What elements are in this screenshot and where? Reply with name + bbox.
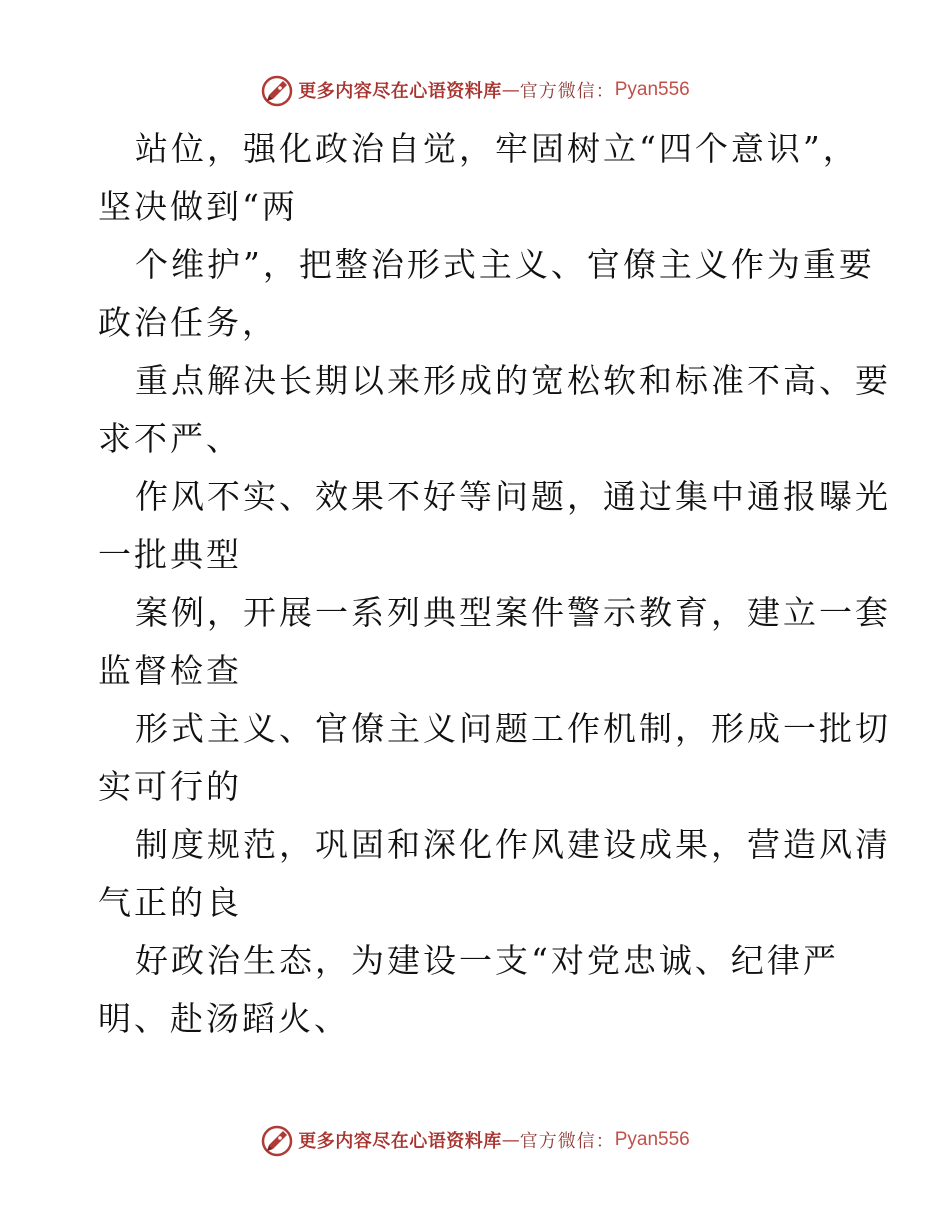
paragraph-6-continuation: 实可行的 xyxy=(98,767,242,806)
document-body xyxy=(98,120,891,1048)
paragraph-5-first-line: 案例，开展一系列典型案件警示教育，建立一套 xyxy=(135,593,891,632)
paragraph-2 xyxy=(98,236,875,352)
footer-watermark xyxy=(0,1120,950,1160)
watermark-dash: — xyxy=(501,1129,520,1151)
paragraph-8 xyxy=(98,932,858,1048)
paragraph-7-first-line: 制度规范，巩固和深化作风建设成果，营造风清 xyxy=(135,825,891,864)
watermark-dash: — xyxy=(501,79,520,101)
paragraph-7 xyxy=(98,816,891,932)
watermark-wechat-id: Pyan556 xyxy=(614,1129,690,1150)
paragraph-1-continuation: 坚决做到“两 xyxy=(98,187,298,226)
paragraph-2-continuation: 政治任务， xyxy=(98,303,278,342)
paragraph-6 xyxy=(98,700,891,816)
paragraph-6-first-line: 形式主义、官僚主义问题工作机制，形成一批切 xyxy=(135,709,891,748)
paragraph-8-continuation: 明、赴汤蹈火、 xyxy=(98,999,350,1038)
header-watermark xyxy=(0,70,950,110)
watermark-wechat-label: 官方微信： xyxy=(519,1131,615,1152)
paragraph-8-first-line: 好政治生态，为建设一支“对党忠诚、纪律严 xyxy=(135,941,839,980)
watermark-brand: 更多内容尽在心语资料库 xyxy=(298,1131,502,1152)
watermark-wechat-id: Pyan556 xyxy=(614,79,690,100)
paragraph-4 xyxy=(98,468,891,584)
paragraph-1-first-line: 站位，强化政治自觉，牢固树立“四个意识”， xyxy=(135,129,859,168)
paragraph-3-first-line: 重点解决长期以来形成的宽松软和标准不高、要 xyxy=(135,361,891,400)
paragraph-3-continuation: 求不严、 xyxy=(98,419,242,458)
watermark-brand: 更多内容尽在心语资料库 xyxy=(298,81,502,102)
paragraph-7-continuation: 气正的良 xyxy=(98,883,242,922)
paragraph-2-first-line: 个维护”，把整治形式主义、官僚主义作为重要 xyxy=(135,245,875,284)
paragraph-5 xyxy=(98,584,891,700)
pen-logo-icon xyxy=(260,73,294,107)
paragraph-3 xyxy=(98,352,891,468)
pen-logo-icon xyxy=(260,1123,294,1157)
paragraph-1 xyxy=(98,120,858,236)
watermark-wechat-label: 官方微信： xyxy=(519,81,615,102)
paragraph-4-first-line: 作风不实、效果不好等问题，通过集中通报曝光 xyxy=(135,477,891,516)
paragraph-5-continuation: 监督检查 xyxy=(98,651,242,690)
paragraph-4-continuation: 一批典型 xyxy=(98,535,242,574)
